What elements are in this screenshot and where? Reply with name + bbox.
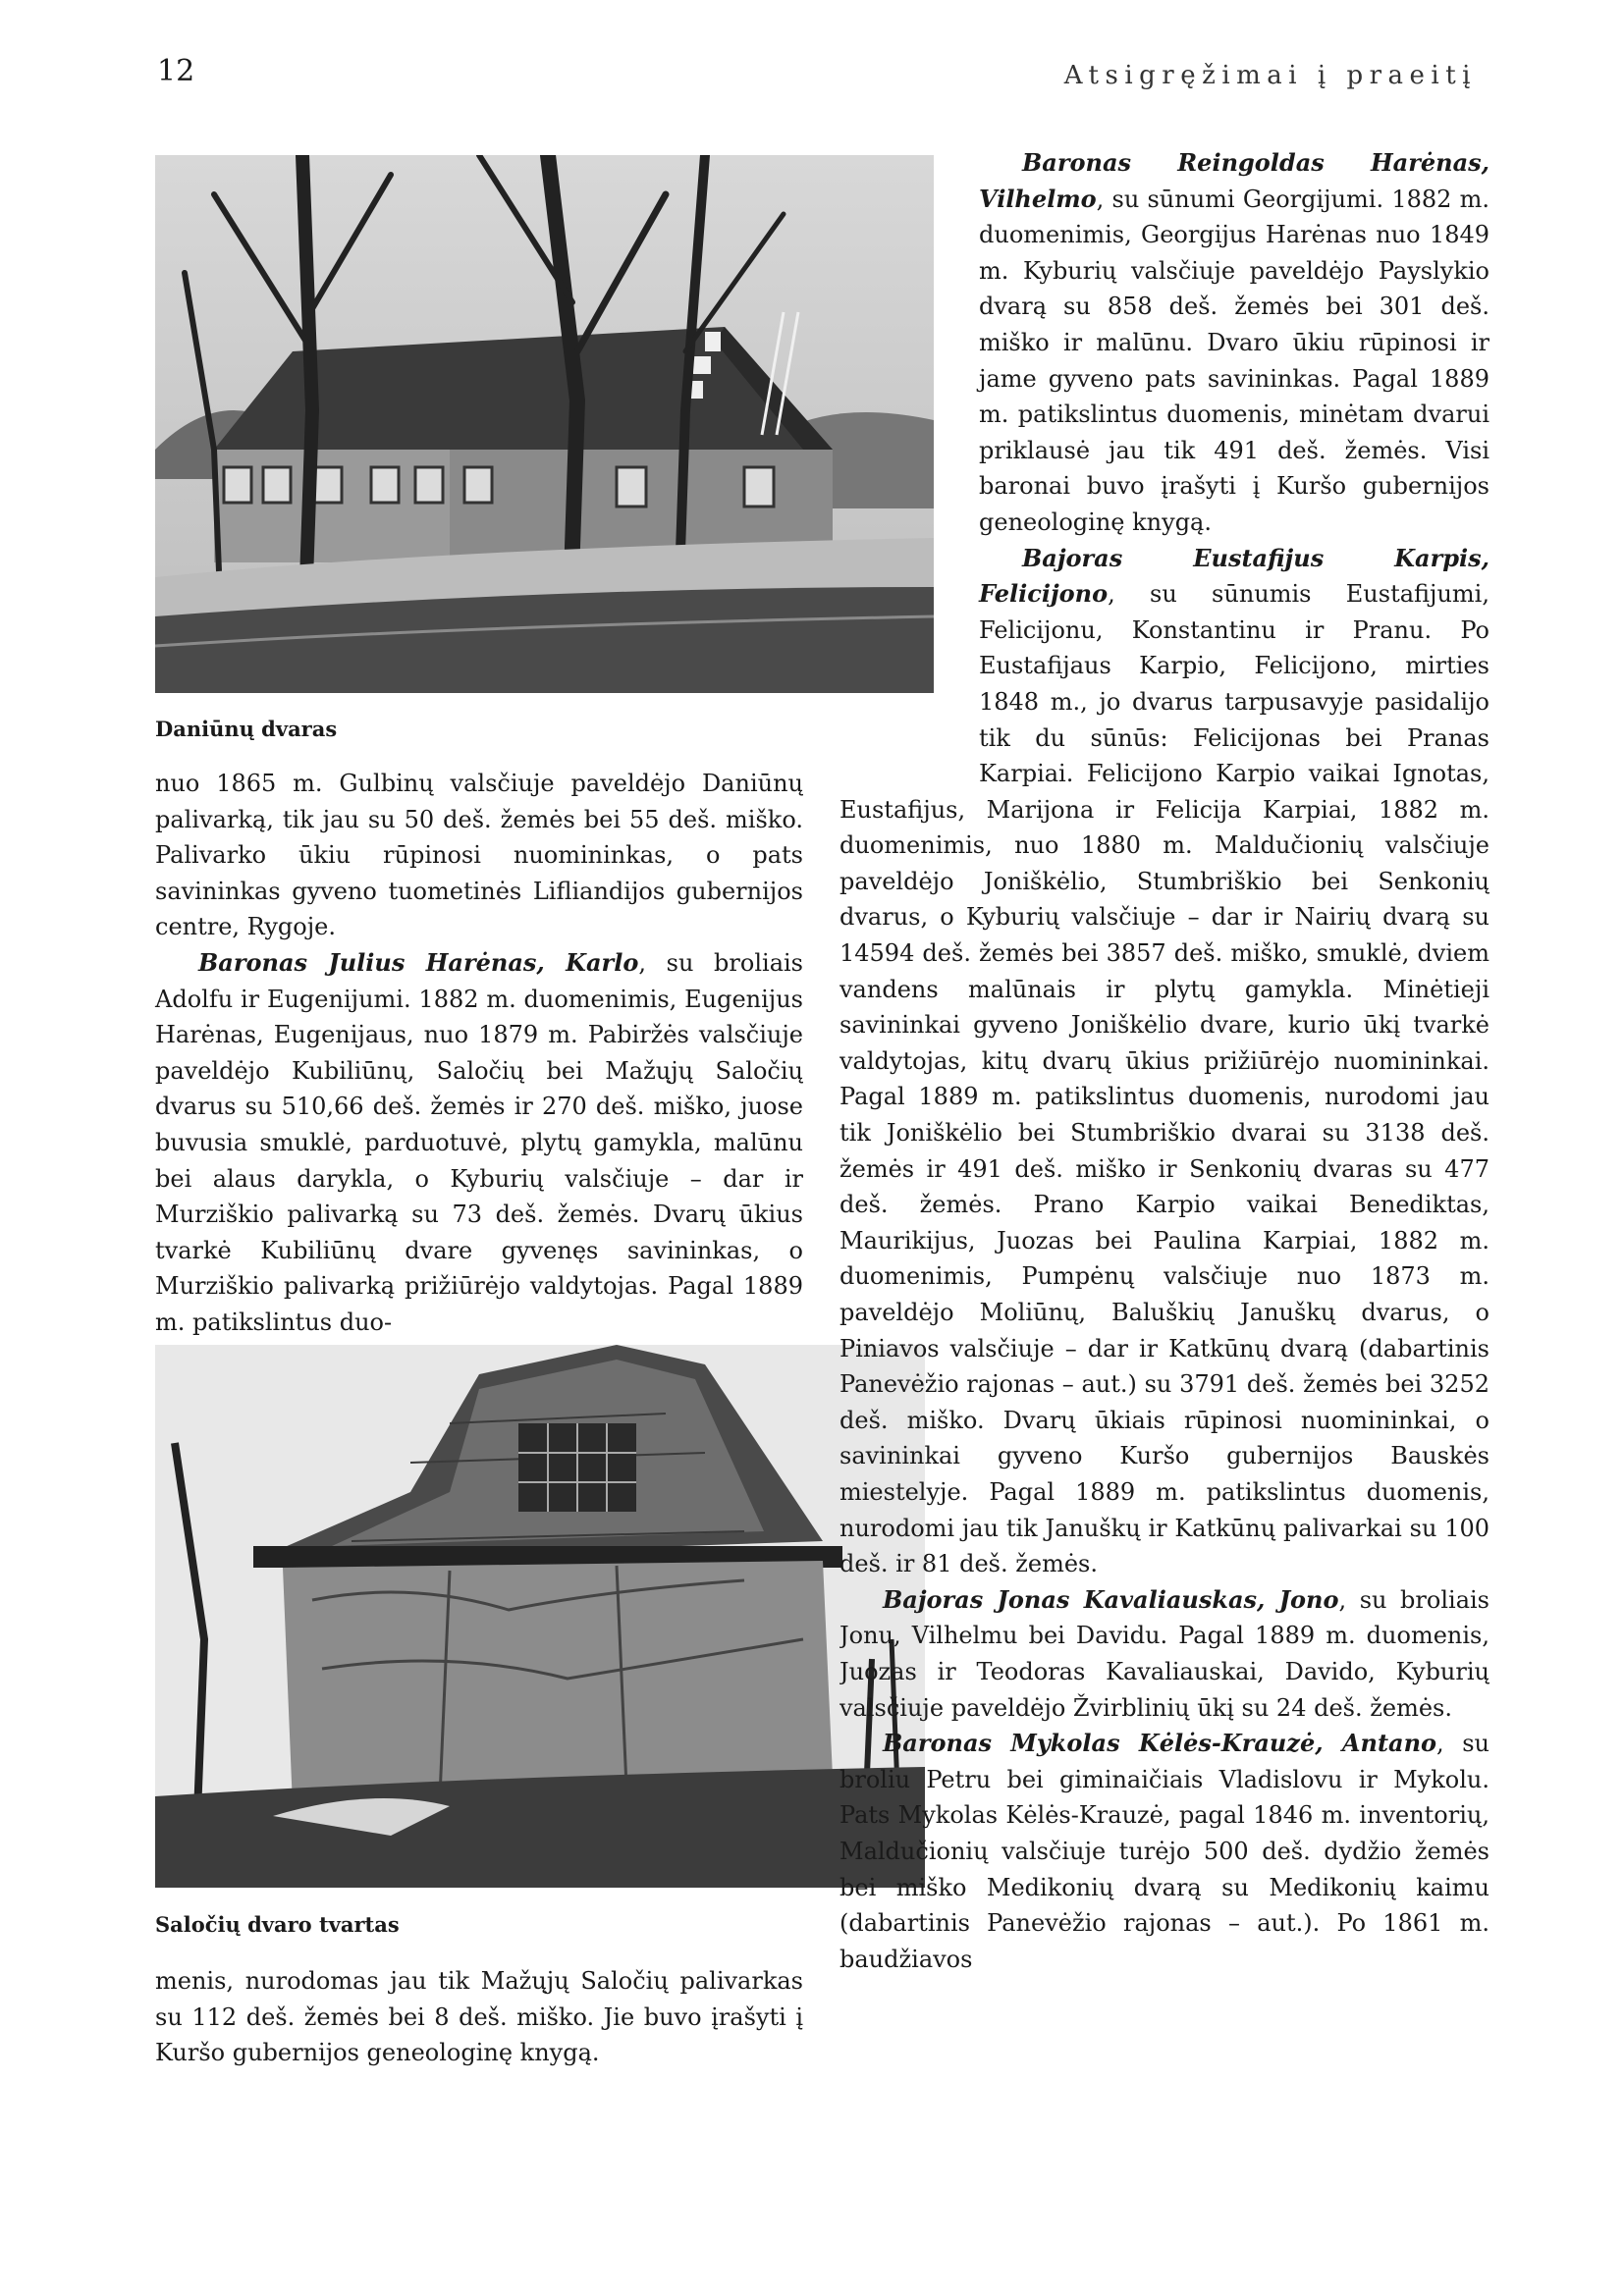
figure-caption: Daniūnų dvaras [155,717,338,741]
paragraph [155,945,803,1341]
person-name: Baronas Reingoldas Harėnas, Vilhelmo [979,148,1489,213]
paragraph-text: , su broliu Petru bei giminaičiais Vladislovu ir Mykolu. Pats Mykolas Kėlės-Krauzė, pagal 1846 m. inventorių, Maldučionių valsčiuje turėjo 500 deš. dydžio žemės bei miško Medikonių dvarą su Medikonių kaimu (dabartinis Panevėžio rajonas – aut.). Po 1861 m. baudžiavos [839,1730,1489,1973]
manor-house-photo [155,155,934,693]
left-text-block [155,766,803,1341]
person-name: Baronas Julius Harėnas, Karlo [198,947,639,977]
paragraph-text: , su broliais Jonu, Vilhelmu bei Davidu. Pagal 1889 m. duomenis, Juozas ir Teodoras Kavaliauskai, Davido, Kyburių valsčiuje paveldėjo Žvirblinių ūkį su 24 deš. žemės. [839,1585,1489,1722]
right-text-column [839,145,1489,2158]
paragraph-text: , su broliais Adolfu ir Eugenijumi. 1882 m. duomenimis, Eugenijus Harėnas, Eugenijaus, nuo 1879 m. Pabiržės valsčiuje paveldėjo Kubiliūnų, Saločių bei Mažųjų Saločių dvarus su 510,66 deš. žemės ir 270 deš. miško, juose buvusia smuklė, parduotuvė, plytų gamykla, malūnu bei alaus darykla, o Kyburių valsčiuje – dar ir Murziškio palivarką su 73 deš. žemės. Dvarų ūkius tvarkė Kubiliūnų dvare gyvenęs savininkas, o Murziškio palivarką prižiūrėjo valdytojas. Pagal 1889 m. patikslintus duo- [155,948,803,1336]
paragraph [839,1726,1489,1977]
person-name: Bajoras Eustafijus Karpis, Felicijono [979,543,1489,609]
person-name: Bajoras Jonas Kavaliauskas, Jono [883,1584,1339,1614]
paragraph-text: , su sūnumis Eustafijumi, Felicijonu, Konstantinu ir Pranu. Po Eustafijaus Karpio, Felicijono, mirties 1848 m., jo dvarus tarpusavyje pasidalijo tik du sūnūs: Felicijonas bei Pranas Karpiai. Felicijono Karpio vaikai Ignotas, Eustafijus, Marijona ir Felicija Karpiai, 1882 m. duomenimis, nuo 1880 m. Maldučionių valsčiuje paveldėjo Joniškėlio, Stumbriškio bei Senkonių dvarus, o Kyburių valsčiuje – dar ir Nairių dvarą su 14594 deš. žemės bei 3857 deš. miško, smuklė, dviem vandens malūnais ir plytų gamykla. Minėtieji savininkai gyveno Joniškėlio dvare, kurio ūkį tvarkė valdytojas, kitų dvarų ūkius prižiūrėjo nuomininkai. Pagal 1889 m. patikslintus duomenis, nurodomi jau tik Joniškėlio bei Stumbriškio dvarai su 3138 deš. žemės ir 491 deš. miško ir Senkonių dvaras su 477 deš. žemės. Prano Karpio vaikai Benediktas, Maurikijus, Juozas bei Paulina Karpiai, 1882 m. duomenimis, Pumpėnų valsčiuje nuo 1873 m. paveldėjo Moliūnų, Baluškių Januškų dvarus, o Piniavos valsčiuje – dar ir Katkūnų dvarą (dabartinis Panevėžio rajonas – aut.) su 3791 deš. žemės bei 3252 deš. miško. Dvarų ūkiais rūpinosi nuomininkai, o savininkai gyveno Kuršo gubernijos Bauskės miestelyje. Pagal 1889 m. patikslintus duomenis, nurodomi jau tik Januškų ir Katkūnų palivarkai su 100 deš. ir 81 deš. žemės. [839,580,1489,1578]
running-title: Atsigręžimai į praeitį [1063,61,1477,90]
page-number: 12 [157,54,195,88]
left-text-block [155,1963,803,2071]
figure-caption: Saločių dvaro tvartas [155,1912,400,1937]
paragraph: nuo 1865 m. Gulbinų valsčiuje paveldėjo Daniūnų palivarką, tik jau su 50 deš. žemės bei 55 deš. miško. Palivarko ūkiu rūpinosi nuomininkas, o pats savininkas gyveno tuometinės Lifliandijos gubernijos centre, Rygoje. [155,770,803,941]
person-name: Baronas Mykolas Kėlės-Krauzė, Antano [883,1729,1437,1758]
paragraph: menis, nurodomas jau tik Mažųjų Saločių palivarkas su 112 deš. žemės bei 8 deš. miško. Jie buvo įrašyti į Kuršo gubernijos geneologinę knygą. [155,1967,803,2067]
barn-photo [155,1345,925,1888]
paragraph-text: , su sūnumi Georgijumi. 1882 m. duomenimis, Georgijus Harėnas nuo 1849 m. Kyburių valsčiuje paveldėjo Payslykio dvarą su 858 deš. žemės bei 301 deš. miško ir malūnu. Dvaro ūkiu rūpinosi ir jame gyveno pats savininkas. Pagal 1889 m. patikslintus duomenis, minėtam dvarui priklausė jau tik 491 deš. žemės. Visi baronai buvo įrašyti į Kuršo gubernijos geneologinę knygą. [979,185,1489,536]
paragraph [839,1582,1489,1726]
